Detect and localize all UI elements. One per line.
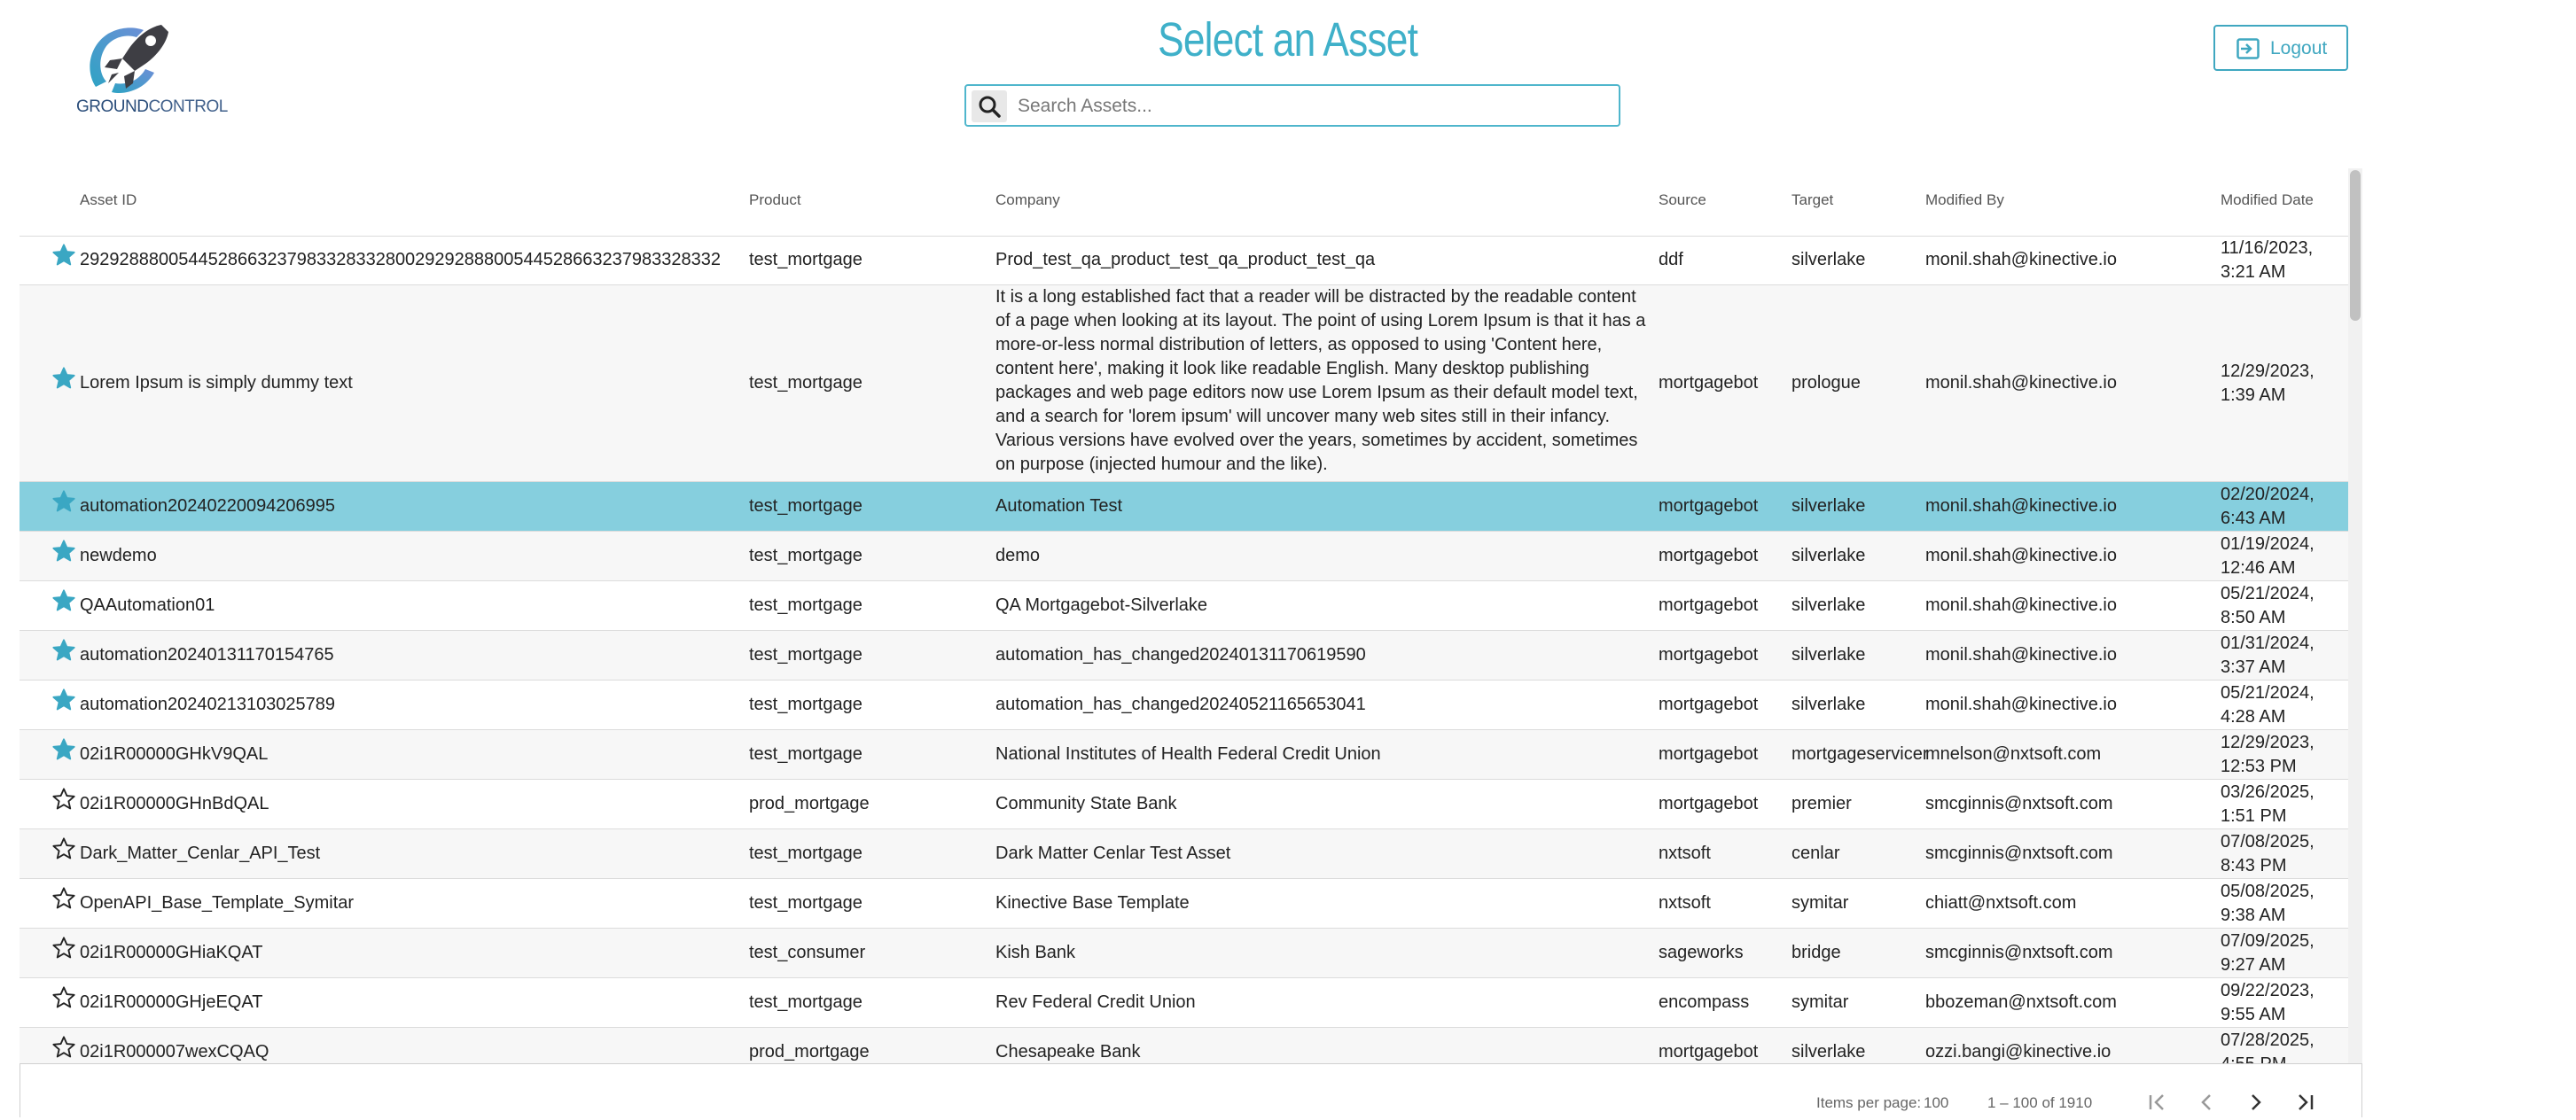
- column-header-company[interactable]: Company: [995, 191, 1060, 208]
- cell-modified-by: mnelson@nxtsoft.com: [1925, 744, 2102, 764]
- cell-company: Prod_test_qa_product_test_qa_product_test_qa: [995, 250, 1376, 269]
- cell-modified-by: monil.shah@kinective.io: [1925, 373, 2117, 393]
- cell-product: test_mortgage: [749, 373, 863, 393]
- cell-target: mortgageservicer: [1791, 744, 1929, 764]
- modified-date-line: 01/19/2024,: [2221, 534, 2314, 554]
- modified-date-line: 12/29/2023,: [2221, 733, 2314, 752]
- cell-asset-id: 02i1R00000GHkV9QAL: [80, 744, 269, 764]
- search-icon: [972, 90, 1007, 122]
- cell-source: mortgagebot: [1659, 496, 1759, 516]
- cell-company: It is a long established fact that a reader will be distracted by the readable content of a page when looking at its layout. The point of using Lorem Ipsum is that it has a more-or-less normal distribution of letters, as opposed to using 'Content here, content here', making it look like readable English. Many desktop publishing packages and web page editors now use Lorem Ipsum as their default model text, and a search for 'lorem ipsum' will uncover many web sites still in their infancy. Various versions have evolved over the years, sometimes by accident, sometimes on purpose (injected humour and the like).: [995, 287, 1646, 474]
- table-row[interactable]: [20, 978, 2348, 1028]
- modified-time-line: 3:21 AM: [2221, 262, 2286, 282]
- cell-asset-id: newdemo: [80, 546, 157, 565]
- cell-modified-date: [2221, 533, 2314, 580]
- cell-modified-by: ozzi.bangi@kinective.io: [1925, 1042, 2112, 1062]
- cell-asset-id: 02i1R00000GHnBdQAL: [80, 794, 269, 813]
- cell-target: cenlar: [1791, 844, 1840, 863]
- cell-company: National Institutes of Health Federal Credit Union: [995, 744, 1381, 764]
- table-row[interactable]: [20, 285, 2348, 482]
- cell-source: nxtsoft: [1659, 893, 1711, 913]
- column-header-source[interactable]: Source: [1659, 191, 1706, 208]
- cell-company: Dark Matter Cenlar Test Asset: [995, 844, 1231, 863]
- cell-asset-id: automation20240220094206995: [80, 496, 336, 516]
- cell-modified-date: [2221, 632, 2314, 680]
- cell-product: test_mortgage: [749, 992, 863, 1012]
- modified-date-line: 05/08/2025,: [2221, 882, 2314, 901]
- modified-date-line: 02/20/2024,: [2221, 485, 2314, 504]
- table-row[interactable]: [20, 532, 2348, 581]
- cell-company: Chesapeake Bank: [995, 1042, 1141, 1062]
- star-filled-icon[interactable]: [51, 243, 76, 268]
- column-header-asset-id[interactable]: Asset ID: [80, 191, 137, 208]
- next-page-button[interactable]: [2241, 1089, 2271, 1116]
- cell-target: silverlake: [1791, 695, 1866, 714]
- page-range-label: 1 – 100 of 1910: [1987, 1094, 2093, 1111]
- logout-button[interactable]: Logout: [2213, 25, 2348, 71]
- cell-source: mortgagebot: [1659, 645, 1759, 665]
- modified-time-line: 9:27 AM: [2221, 955, 2286, 975]
- cell-source: ddf: [1659, 250, 1683, 269]
- column-header-product[interactable]: Product: [749, 191, 801, 208]
- cell-modified-date: [2221, 681, 2314, 729]
- app-header: [0, 0, 2383, 168]
- cell-company: Kish Bank: [995, 943, 1076, 962]
- cell-company: Kinective Base Template: [995, 893, 1190, 913]
- previous-page-button[interactable]: [2191, 1089, 2221, 1116]
- table-scrollbar-thumb[interactable]: [2350, 170, 2361, 321]
- paginator: [20, 1063, 2362, 1117]
- modified-time-line: 1:39 AM: [2221, 385, 2286, 405]
- cell-product: prod_mortgage: [749, 1042, 870, 1062]
- cell-modified-by: smcginnis@nxtsoft.com: [1925, 943, 2113, 962]
- star-filled-icon[interactable]: [51, 688, 76, 712]
- modified-time-line: 8:50 AM: [2221, 608, 2286, 627]
- cell-target: premier: [1791, 794, 1852, 813]
- cell-company: Automation Test: [995, 496, 1123, 516]
- modified-date-line: 07/09/2025,: [2221, 931, 2314, 951]
- cell-asset-id: 02i1R000007wexCQAQ: [80, 1042, 269, 1062]
- star-filled-icon[interactable]: [51, 366, 76, 391]
- star-outline-icon[interactable]: [51, 1035, 76, 1060]
- star-filled-icon[interactable]: [51, 638, 76, 663]
- cell-target: silverlake: [1791, 496, 1866, 516]
- cell-asset-id: 02i1R00000GHiaKQAT: [80, 943, 263, 962]
- cell-modified-date: [2221, 979, 2314, 1027]
- cell-product: test_mortgage: [749, 595, 863, 615]
- cell-modified-date: [2221, 237, 2313, 284]
- table-row[interactable]: [20, 236, 2348, 285]
- cell-product: test_mortgage: [749, 744, 863, 764]
- cell-product: test_mortgage: [749, 546, 863, 565]
- cell-product: test_consumer: [749, 943, 866, 962]
- cell-asset-id: Dark_Matter_Cenlar_API_Test: [80, 844, 321, 863]
- column-header-modified-date[interactable]: Modified Date: [2221, 191, 2314, 208]
- star-outline-icon[interactable]: [51, 836, 76, 861]
- table-row[interactable]: [20, 581, 2348, 631]
- star-filled-icon[interactable]: [51, 489, 76, 514]
- logout-icon: [2236, 38, 2260, 59]
- last-page-button[interactable]: [2290, 1089, 2320, 1116]
- cell-company: Community State Bank: [995, 794, 1177, 813]
- cell-company: Rev Federal Credit Union: [995, 992, 1196, 1012]
- cell-source: mortgagebot: [1659, 744, 1759, 764]
- cell-source: encompass: [1659, 992, 1750, 1012]
- cell-modified-by: monil.shah@kinective.io: [1925, 250, 2117, 269]
- modified-time-line: 12:46 AM: [2221, 558, 2296, 578]
- cell-modified-date: [2221, 483, 2314, 531]
- chevron-right-icon: [2241, 1089, 2271, 1116]
- cell-modified-date: [2221, 582, 2314, 630]
- table-row[interactable]: [20, 631, 2348, 681]
- cell-company: automation_has_changed20240521165653041: [995, 695, 1366, 714]
- star-filled-icon[interactable]: [51, 588, 76, 613]
- search-input[interactable]: [1016, 89, 1613, 123]
- cell-asset-id: automation20240213103025789: [80, 695, 336, 714]
- cell-product: prod_mortgage: [749, 794, 870, 813]
- cell-source: sageworks: [1659, 943, 1744, 962]
- table-row[interactable]: [20, 780, 2348, 829]
- cell-modified-date: [2221, 880, 2314, 928]
- modified-time-line: 1:51 PM: [2221, 806, 2287, 826]
- cell-modified-date: [2221, 731, 2314, 779]
- column-header-target[interactable]: Target: [1791, 191, 1834, 208]
- cell-target: silverlake: [1791, 595, 1866, 615]
- cell-company: demo: [995, 546, 1041, 565]
- cell-source: mortgagebot: [1659, 546, 1759, 565]
- cell-product: test_mortgage: [749, 645, 863, 665]
- cell-target: silverlake: [1791, 645, 1866, 665]
- table-row[interactable]: [20, 929, 2348, 978]
- cell-product: test_mortgage: [749, 893, 863, 913]
- cell-modified-by: smcginnis@nxtsoft.com: [1925, 844, 2113, 863]
- cell-company: QA Mortgagebot-Silverlake: [995, 595, 1208, 615]
- cell-product: test_mortgage: [749, 250, 863, 269]
- search-bar: [964, 84, 1620, 127]
- cell-target: symitar: [1791, 992, 1849, 1012]
- modified-date-line: 12/29/2023,: [2221, 362, 2314, 381]
- asset-table: [20, 168, 2348, 1063]
- star-outline-icon[interactable]: [51, 985, 76, 1010]
- cell-modified-by: chiatt@nxtsoft.com: [1925, 893, 2077, 913]
- cell-asset-id: 29292888005445286632379833283328002929288800544528663237983328332: [80, 250, 721, 269]
- cell-modified-by: monil.shah@kinective.io: [1925, 645, 2117, 665]
- table-row[interactable]: [20, 482, 2348, 532]
- modified-time-line: 3:37 AM: [2221, 657, 2286, 677]
- items-per-page-label: Items per page:: [1816, 1094, 1922, 1111]
- cell-modified-by: monil.shah@kinective.io: [1925, 496, 2117, 516]
- cell-source: mortgagebot: [1659, 595, 1759, 615]
- cell-modified-by: monil.shah@kinective.io: [1925, 595, 2117, 615]
- cell-modified-date: [2221, 830, 2314, 878]
- cell-modified-by: bbozeman@nxtsoft.com: [1925, 992, 2117, 1012]
- cell-product: test_mortgage: [749, 844, 863, 863]
- cell-modified-date: [2221, 929, 2314, 977]
- column-header-modified-by[interactable]: Modified By: [1925, 191, 2004, 208]
- cell-modified-by: monil.shah@kinective.io: [1925, 546, 2117, 565]
- cell-target: bridge: [1791, 943, 1841, 962]
- modified-time-line: 4:28 AM: [2221, 707, 2286, 727]
- cell-product: test_mortgage: [749, 695, 863, 714]
- modified-date-line: 09/22/2023,: [2221, 981, 2314, 1000]
- modified-time-line: 9:55 AM: [2221, 1005, 2286, 1024]
- cell-target: prologue: [1791, 373, 1861, 393]
- cell-source: nxtsoft: [1659, 844, 1711, 863]
- cell-asset-id: 02i1R00000GHjeEQAT: [80, 992, 263, 1012]
- cell-source: mortgagebot: [1659, 794, 1759, 813]
- cell-target: silverlake: [1791, 1042, 1866, 1062]
- cell-modified-by: smcginnis@nxtsoft.com: [1925, 794, 2113, 813]
- table-header-row: [20, 168, 2348, 237]
- cell-modified-date: [2221, 781, 2314, 828]
- last-page-icon: [2290, 1089, 2320, 1116]
- modified-date-line: 07/08/2025,: [2221, 832, 2314, 852]
- cell-company: automation_has_changed20240131170619590: [995, 645, 1366, 665]
- cell-modified-date: [2221, 360, 2314, 408]
- modified-time-line: 12:53 PM: [2221, 757, 2297, 776]
- modified-time-line: 8:43 PM: [2221, 856, 2287, 875]
- cell-asset-id: QAAutomation01: [80, 595, 215, 615]
- star-outline-icon[interactable]: [51, 936, 76, 961]
- cell-asset-id: Lorem Ipsum is simply dummy text: [80, 373, 353, 393]
- modified-time-line: 9:38 AM: [2221, 906, 2286, 925]
- star-outline-icon[interactable]: [51, 886, 76, 911]
- items-per-page-select[interactable]: 100: [1924, 1094, 1949, 1111]
- cell-source: mortgagebot: [1659, 695, 1759, 714]
- modified-date-line: 01/31/2024,: [2221, 634, 2314, 653]
- page-title: Select an Asset: [1158, 13, 1418, 66]
- chevron-left-icon: [2191, 1089, 2221, 1116]
- logo-wordmark: GROUNDCONTROL: [76, 97, 228, 116]
- table-row[interactable]: [20, 681, 2348, 730]
- modified-date-line: 07/28/2025,: [2221, 1031, 2314, 1050]
- cell-source: mortgagebot: [1659, 373, 1759, 393]
- star-filled-icon[interactable]: [51, 737, 76, 762]
- star-filled-icon[interactable]: [51, 539, 76, 564]
- first-page-button[interactable]: [2143, 1089, 2173, 1116]
- table-row[interactable]: [20, 829, 2348, 879]
- search-button[interactable]: [972, 90, 1007, 122]
- cell-target: silverlake: [1791, 250, 1866, 269]
- modified-time-line: 6:43 AM: [2221, 509, 2286, 528]
- cell-product: test_mortgage: [749, 496, 863, 516]
- cell-modified-by: monil.shah@kinective.io: [1925, 695, 2117, 714]
- modified-date-line: 05/21/2024,: [2221, 584, 2314, 603]
- cell-asset-id: automation20240131170154765: [80, 645, 334, 665]
- cell-asset-id: OpenAPI_Base_Template_Symitar: [80, 893, 355, 913]
- cell-source: mortgagebot: [1659, 1042, 1759, 1062]
- modified-date-line: 03/26/2025,: [2221, 782, 2314, 802]
- cell-target: silverlake: [1791, 546, 1866, 565]
- first-page-icon: [2143, 1089, 2173, 1116]
- table-row[interactable]: [20, 879, 2348, 929]
- cell-target: symitar: [1791, 893, 1849, 913]
- modified-date-line: 11/16/2023,: [2221, 238, 2314, 258]
- table-row[interactable]: [20, 730, 2348, 780]
- modified-date-line: 05/21/2024,: [2221, 683, 2314, 703]
- star-outline-icon[interactable]: [51, 787, 76, 812]
